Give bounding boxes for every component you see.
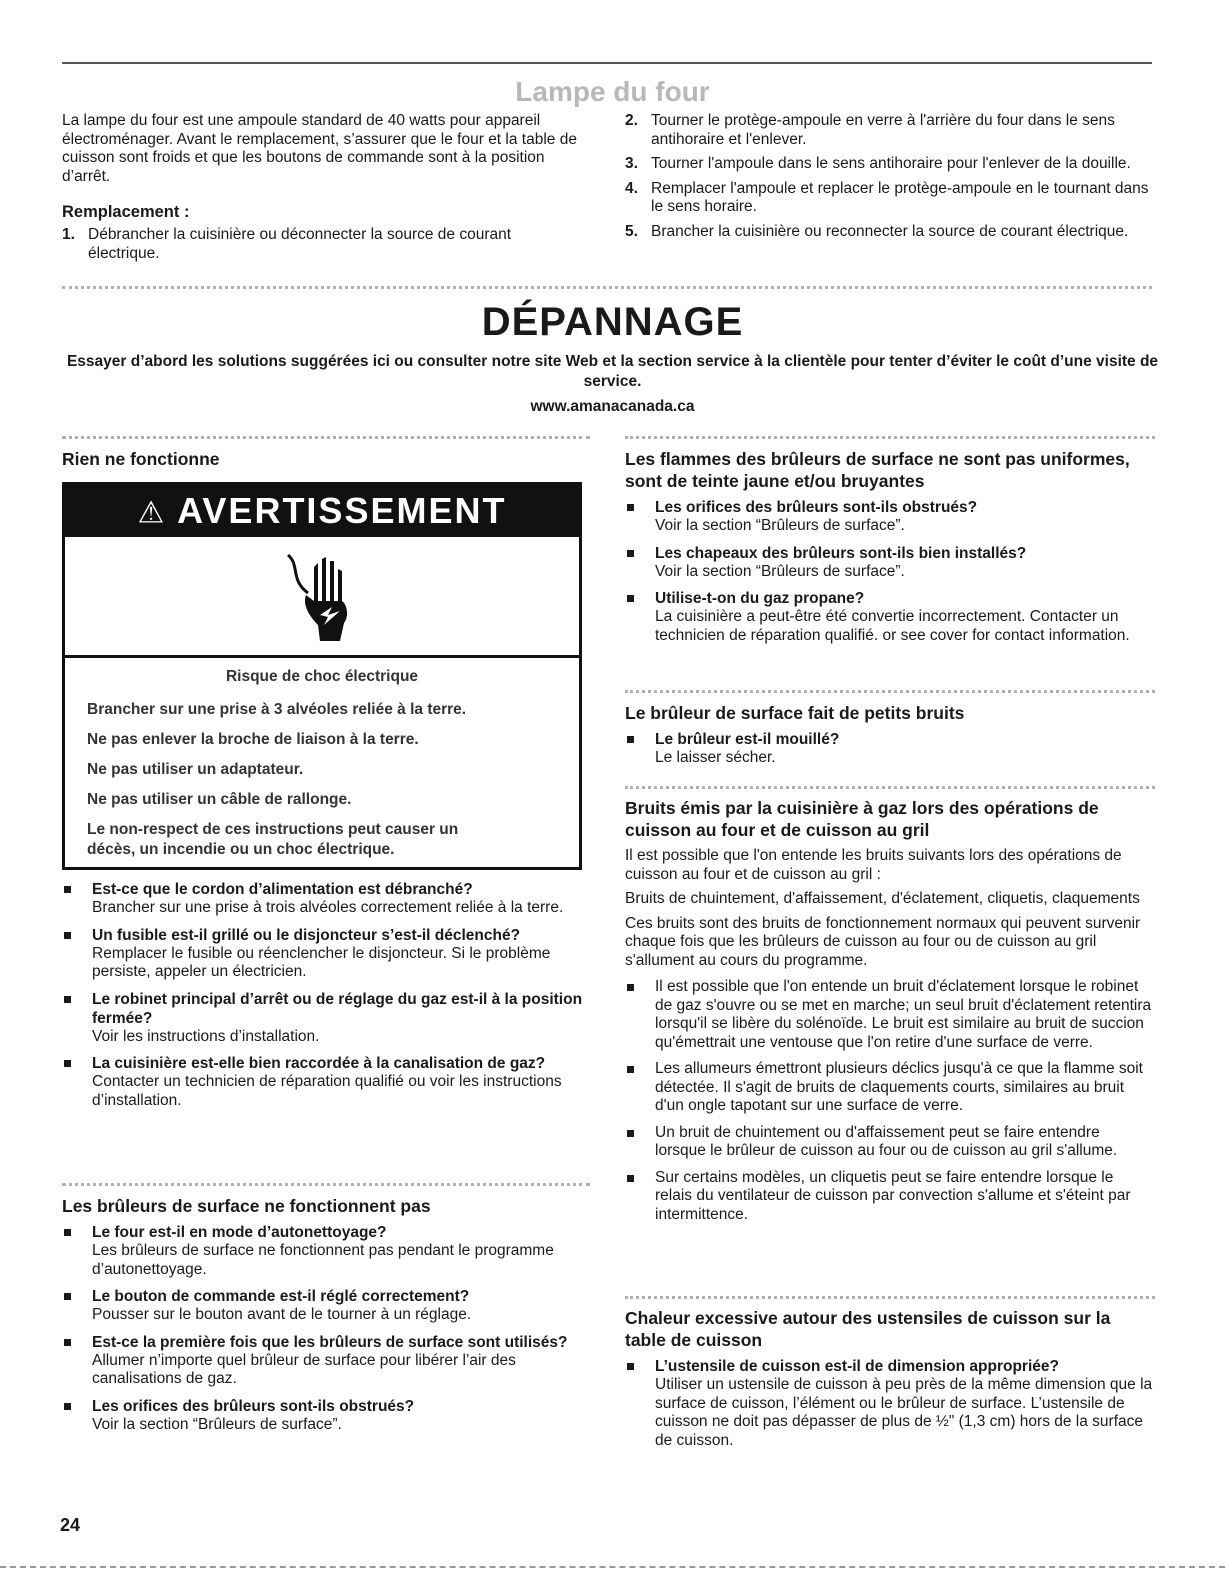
- lamp-step: 4. Remplacer l'ampoule et replacer le protège-ampoule en le tournant dans le sens horaire.: [625, 179, 1149, 215]
- electric-shock-hand-icon: [280, 545, 370, 645]
- noises-section: [625, 797, 1153, 1232]
- list-item: L’ustensile de cuisson est-il de dimension appropriée? Utiliser un ustensile de cuisson à peu près de la même dimension que la surface de cuisson, l’élément ou le brûleur de surface. L’ustensile de cuisson ne doit pas dépasser de plus de ½" (1,3 cm) hors de la surface de cuisson.: [625, 1357, 1153, 1450]
- troubleshooting-intro: Essayer d’abord les solutions suggérées ici ou consulter notre site Web et la section service à la clientèle pour tenter d’éviter le coût d’une visite de service.: [66, 353, 1159, 390]
- list-item: Les orifices des brûleurs sont-ils obstrués? Voir la section “Brûleurs de surface”.: [62, 1397, 588, 1435]
- lamp-step: 3. Tourner l'ampoule dans le sens antihoraire pour l'enlever de la douille.: [625, 155, 1131, 172]
- divider-right: [625, 786, 1155, 789]
- rien-heading: Rien ne fonctionne: [62, 449, 220, 469]
- lamp-steps-right: [625, 112, 1155, 241]
- flames-section: [625, 448, 1153, 653]
- lamp-left-column: [62, 112, 582, 269]
- warning-header: ⚠ AVERTISSEMENT: [65, 485, 579, 537]
- section-divider: [62, 286, 1152, 289]
- lamp-intro: La lampe du four est une ampoule standard de 40 watts pour appareil électroménager. Avant le remplacement, s’assurer que le four et la table de cuisson sont froids et que les boutons de commande sont à la position d’arrêt.: [62, 112, 577, 185]
- list-item: Un bruit de chuintement ou d'affaissement peut se faire entendre lorsque le brûleur de cuisson au four ou de cuisson au gril s'allume.: [625, 1124, 1153, 1161]
- warning-triangle-icon: ⚠: [137, 496, 167, 530]
- heat-section: [625, 1307, 1153, 1458]
- list-item: Le robinet principal d’arrêt ou de réglage du gaz est-il à la position fermée? Voir les instructions d’installation.: [62, 990, 588, 1047]
- list-item: Les allumeurs émettront plusieurs déclics jusqu'à ce que la flamme soit détectée. Il s'agit de bruits de claquements courts, similaires au bruit d'un ongle tapotant sur une surface de verre.: [625, 1060, 1153, 1116]
- lamp-section-title: Lampe du four: [515, 76, 710, 107]
- list-item: Est-ce que le cordon d’alimentation est débranché? Brancher sur une prise à trois alvéoles correctement reliée à la terre.: [62, 880, 588, 918]
- warning-body: [65, 658, 579, 860]
- divider-right: [625, 1296, 1155, 1299]
- list-item: Le brûleur est-il mouillé? Le laisser sécher.: [625, 730, 1153, 768]
- list-item: Les chapeaux des brûleurs sont-ils bien installés? Voir la section “Brûleurs de surface”.: [625, 544, 1153, 582]
- noises-list: [625, 978, 1153, 1224]
- list-item: La cuisinière est-elle bien raccordée à la canalisation de gaz? Contacter un technicien de réparation qualifié ou voir les instructions d’installation.: [62, 1054, 588, 1110]
- warning-line: Ne pas utiliser un adaptateur.: [87, 761, 304, 778]
- lamp-right-column: [625, 112, 1155, 247]
- warning-line: Le non-respect de ces instructions peut causer un décès, un incendie ou un choc électrique.: [87, 821, 459, 858]
- warning-icon-area: [65, 537, 579, 658]
- noises-p1: Il est possible que l'on entende les bruits suivants lors des opérations de cuisson au four et de cuisson au gril :: [625, 847, 1122, 883]
- list-item: Les orifices des brûleurs sont-ils obstrués? Voir la section “Brûleurs de surface”.: [625, 498, 1153, 536]
- divider-right: [625, 690, 1155, 693]
- list-item: Utilise-t-on du gaz propane? La cuisinière a peut-être été convertie incorrectement. Contacter un technicien de réparation qualifié. or see cover for contact information.: [625, 589, 1153, 645]
- troubleshooting-title: DÉPANNAGE: [481, 300, 744, 344]
- replacement-heading: Remplacement :: [62, 203, 190, 221]
- lamp-step: 1. Débrancher la cuisinière ou déconnecter la source de courant électrique.: [62, 226, 512, 262]
- page-number: 24: [60, 1515, 81, 1535]
- small-noise-heading: Le brûleur de surface fait de petits bruits: [625, 703, 965, 723]
- list-item: Il est possible que l'on entende un bruit d'éclatement lorsque le robinet de gaz s'ouvre ou se met en marche; un seul bruit d'éclatement retentira lorsqu'il se libère du solénoïde. Le bruit est similaire au bruit de succion qu'émettrait une ventouse que l'on retire d'une surface de verre.: [625, 978, 1153, 1052]
- noises-p3: Ces bruits sont des bruits de fonctionnement normaux qui peuvent survenir chaque fois que les brûleurs de cuisson au four ou de cuisson au gril s'allument au cours du programme.: [625, 914, 1141, 969]
- bottom-edge-marks: [0, 1566, 1225, 1572]
- divider-right: [625, 436, 1155, 439]
- top-rule: [62, 62, 1152, 64]
- warning-line: Ne pas utiliser un câble de rallonge.: [87, 791, 352, 808]
- noises-p2: Bruits de chuintement, d'affaissement, d'éclatement, cliquetis, claquements: [625, 890, 1140, 907]
- warning-line: Ne pas enlever la broche de liaison à la terre.: [87, 731, 419, 748]
- divider-left: [62, 1183, 590, 1186]
- warning-line: Brancher sur une prise à 3 alvéoles reliée à la terre.: [87, 701, 467, 718]
- list-item: Le bouton de commande est-il réglé correctement? Pousser sur le bouton avant de le tourner à un réglage.: [62, 1287, 588, 1325]
- heat-list: [625, 1357, 1153, 1450]
- list-item: Est-ce la première fois que les brûleurs de surface sont utilisés? Allumer n’importe quel brûleur de surface pour libérer l’air des canalisations de gaz.: [62, 1333, 588, 1389]
- lamp-steps-left: [62, 226, 582, 263]
- warning-box: [62, 482, 582, 870]
- small-noise-section: [625, 702, 1153, 776]
- rien-list: [62, 880, 588, 1110]
- burners-off-section: [62, 1195, 588, 1442]
- list-item: Le four est-il en mode d’autonettoyage? Les brûleurs de surface ne fonctionnent pas pendant le programme d’autonettoyage.: [62, 1223, 588, 1279]
- heat-heading: Chaleur excessive autour des ustensiles de cuisson sur la table de cuisson: [625, 1308, 1111, 1350]
- noises-heading: Bruits émis par la cuisinière à gaz lors des opérations de cuisson au four et de cuisson au gril: [625, 798, 1099, 840]
- list-item: Sur certains modèles, un cliquetis peut se faire entendre lorsque le relais du ventilateur de cuisson par convection s'allume et s'éteint par intermittence.: [625, 1169, 1153, 1225]
- rien-list-wrap: [62, 880, 588, 1118]
- website-link[interactable]: www.amanacanada.ca: [530, 398, 695, 415]
- warning-risk: Risque de choc électrique: [225, 668, 419, 685]
- small-noise-list: [625, 730, 1153, 768]
- flames-heading: Les flammes des brûleurs de surface ne sont pas uniformes, sont de teinte jaune et/ou bruyantes: [625, 449, 1130, 491]
- list-item: Un fusible est-il grillé ou le disjoncteur s’est-il déclenché? Remplacer le fusible ou réenclencher le disjoncteur. Si le problème persiste, appeler un électricien.: [62, 926, 588, 982]
- burners-off-heading: Les brûleurs de surface ne fonctionnent pas: [62, 1196, 431, 1216]
- lamp-step: 2. Tourner le protège-ampoule en verre à l'arrière du four dans le sens antihoraire et l'enlever.: [625, 112, 1115, 148]
- flames-list: [625, 498, 1153, 645]
- lamp-step: 5. Brancher la cuisinière ou reconnecter la source de courant électrique.: [625, 222, 1129, 240]
- burners-off-list: [62, 1223, 588, 1434]
- divider-left: [62, 436, 590, 439]
